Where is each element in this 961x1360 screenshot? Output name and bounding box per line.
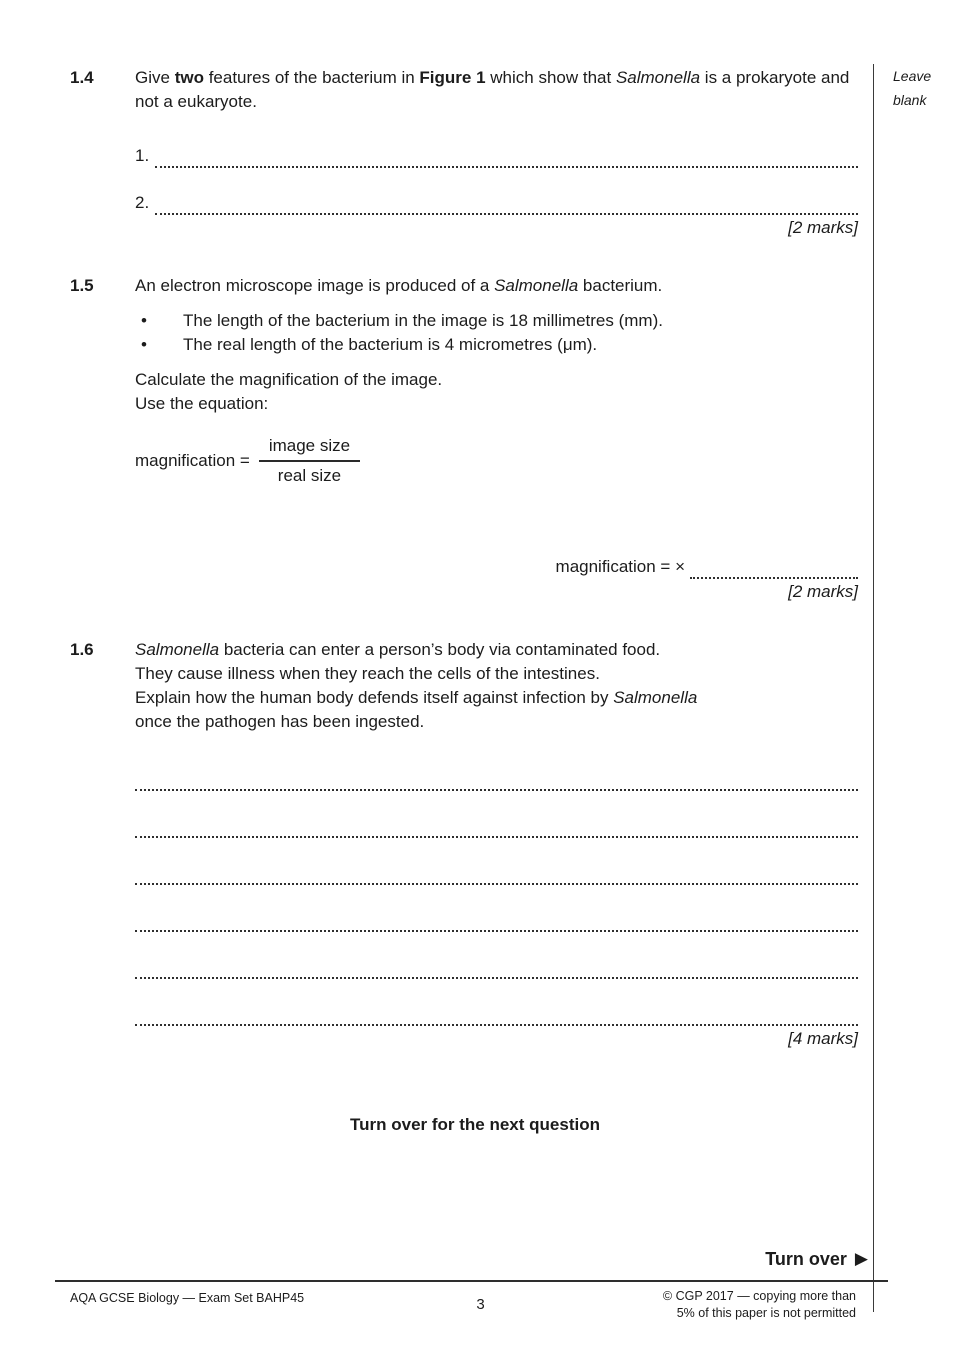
- question-1-5: [70, 274, 858, 604]
- equation-fraction: [259, 434, 360, 488]
- question-prompt: Give two features of the bacterium in Figure 1 which show that Salmonella is a prokaryote and not a eukaryote.: [135, 68, 850, 111]
- prompt-line-3: Explain how the human body defends itself against infection by Salmonella: [135, 688, 698, 707]
- question-intro: An electron microscope image is produced of a Salmonella bacterium.: [135, 276, 663, 295]
- answer-line-2-prefix: 2.: [135, 193, 150, 212]
- answer-line: [135, 885, 858, 932]
- magnification-answer-line: [135, 553, 858, 579]
- footer-copyright: [663, 1288, 856, 1322]
- prompt-line-4: once the pathogen has been ingested.: [135, 712, 425, 731]
- answer-line-1: [135, 144, 858, 168]
- instructions: [135, 368, 858, 416]
- answer-line: [135, 744, 858, 791]
- turn-over-indicator: [765, 1247, 868, 1271]
- question-1-6: [70, 638, 858, 1051]
- bullet-item: [135, 309, 858, 333]
- answer-line: [135, 791, 858, 838]
- footer-exam-set: AQA GCSE Biology — Exam Set BAHP45: [70, 1291, 305, 1305]
- leave-blank-line1: Leave: [893, 68, 932, 84]
- magnification-answer-dots: [690, 559, 858, 579]
- answer-line-1-prefix: 1.: [135, 146, 150, 165]
- answer-line: [135, 932, 858, 979]
- instruction-line-1: Calculate the magnification of the image.: [135, 370, 443, 389]
- copyright-line-1: © CGP 2017 — copying more than: [662, 1289, 856, 1303]
- copyright-line-2: 5% of this paper is not permitted: [676, 1306, 856, 1320]
- bullet-text: The length of the bacterium in the image is 18 millimetres (mm).: [183, 311, 663, 330]
- turn-over-note: Turn over for the next question: [350, 1115, 600, 1134]
- answer-line-1-dots: [155, 148, 858, 168]
- bullet-list: [135, 309, 858, 357]
- prompt-line-1: Salmonella bacteria can enter a person’s body via contaminated food.: [135, 640, 661, 659]
- equation-numerator: image size: [259, 434, 360, 462]
- leave-blank-divider: [873, 64, 874, 1312]
- marks-label: [2 marks]: [788, 218, 858, 237]
- equation-denominator: real size: [277, 466, 342, 485]
- bullet-item: [135, 333, 858, 357]
- bullet-icon: •: [141, 311, 147, 330]
- magnification-equation: [135, 433, 858, 489]
- page-number: 3: [476, 1296, 485, 1313]
- answer-line: [135, 979, 858, 1026]
- leave-blank-note: [893, 64, 931, 112]
- marks-label: [4 marks]: [788, 1029, 858, 1048]
- question-number: 1.6: [70, 640, 94, 659]
- footer-divider: [55, 1280, 888, 1282]
- equation-lhs: magnification =: [135, 451, 250, 470]
- answer-line-2: [135, 191, 858, 215]
- answer-lines-block: [135, 744, 858, 1026]
- marks-label: [2 marks]: [788, 582, 858, 601]
- leave-blank-line2: blank: [893, 92, 927, 108]
- prompt-line-2: They cause illness when they reach the cells of the intestines.: [135, 664, 600, 683]
- page-content: [70, 66, 858, 1137]
- magnification-answer-label: magnification = ×: [555, 557, 685, 576]
- instruction-line-2: Use the equation:: [135, 394, 269, 413]
- bullet-text: The real length of the bacterium is 4 micrometres (μm).: [183, 335, 598, 354]
- answer-line-2-dots: [155, 195, 858, 215]
- question-prompt: [135, 638, 858, 734]
- question-number: 1.5: [70, 276, 94, 295]
- question-number: 1.4: [70, 68, 94, 87]
- turn-over-label: Turn over: [765, 1249, 847, 1269]
- bullet-icon: •: [141, 335, 147, 354]
- answer-line: [135, 838, 858, 885]
- question-1-4: [70, 66, 858, 240]
- turn-over-arrow-icon: ▶: [854, 1249, 868, 1268]
